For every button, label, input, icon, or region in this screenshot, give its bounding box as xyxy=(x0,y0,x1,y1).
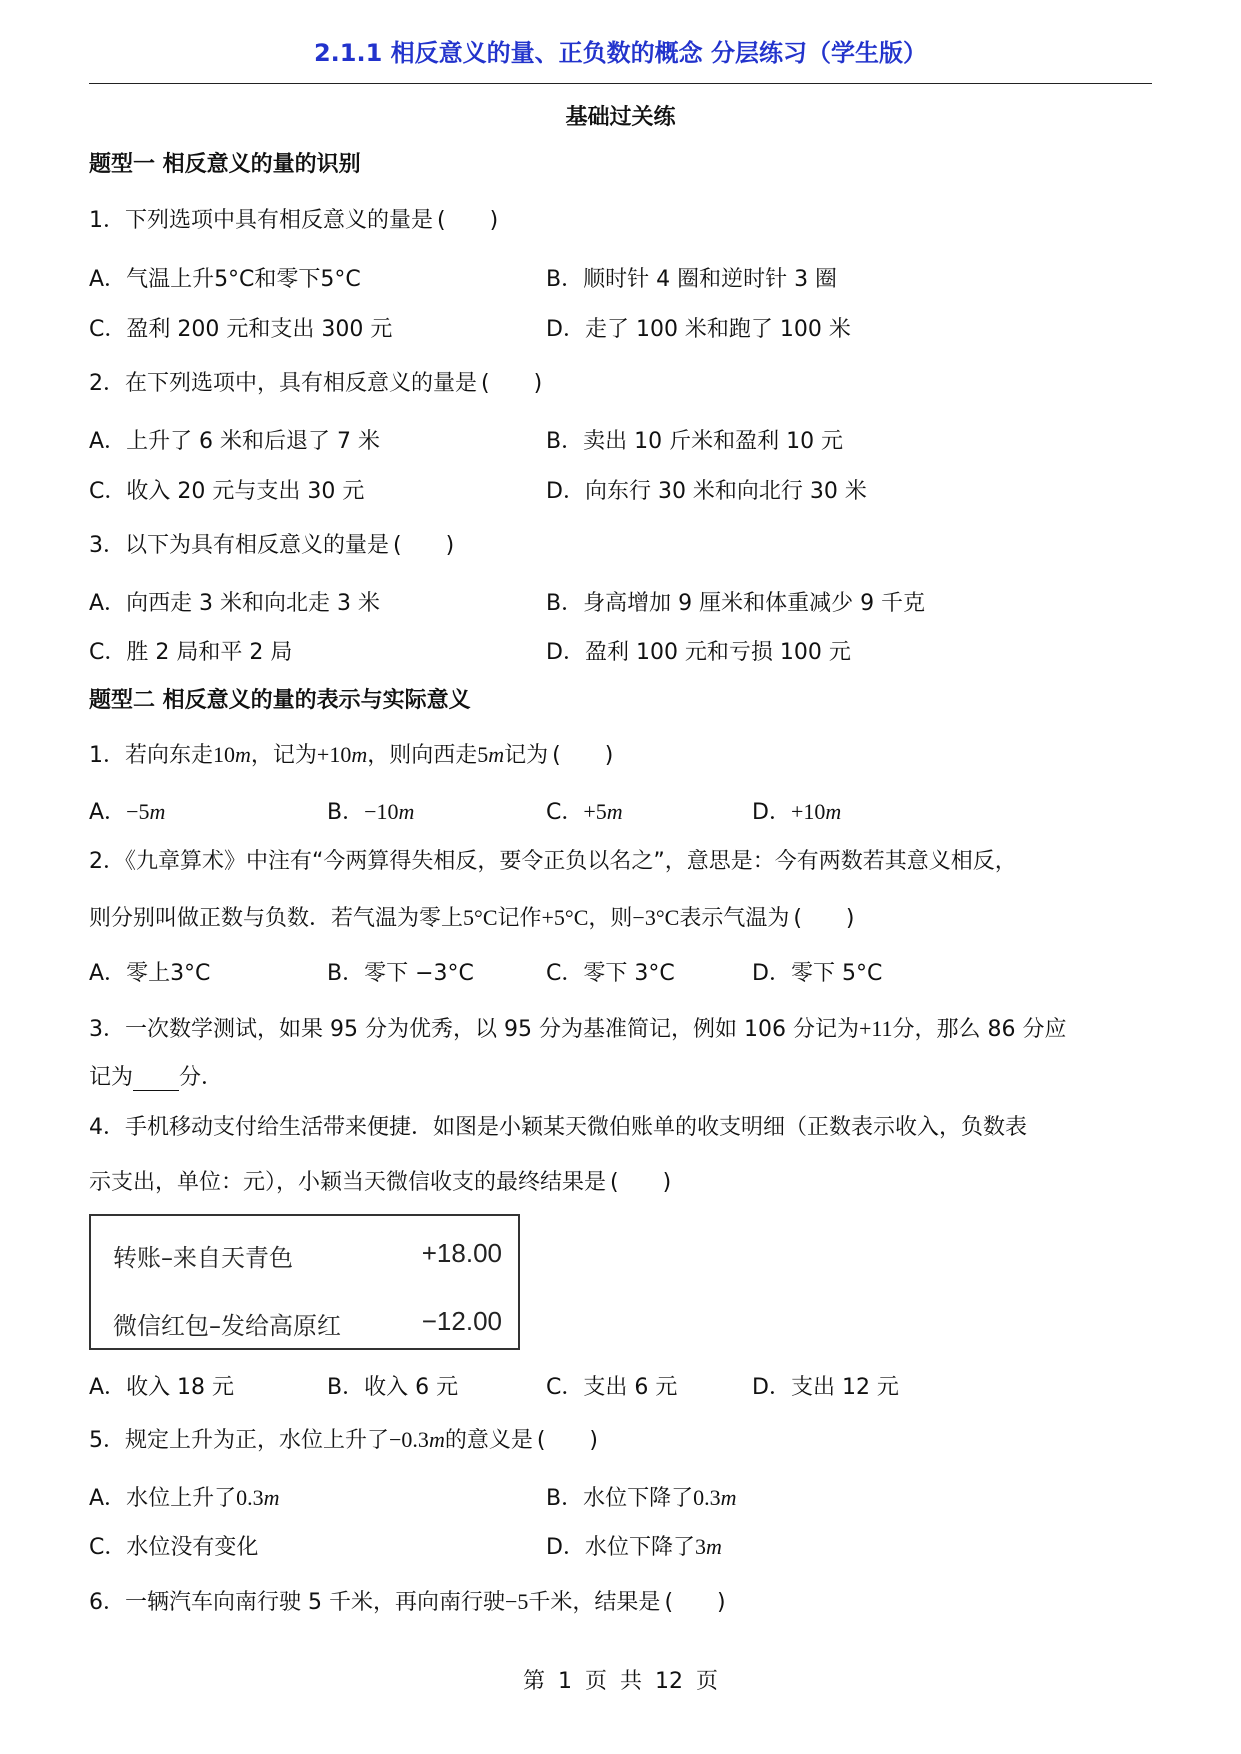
option-text: 胜 2 局和平 2 局 xyxy=(126,640,293,665)
option-text: 走了 100 米和跑了 100 米 xyxy=(584,317,851,342)
option-letter: B． xyxy=(546,267,584,292)
option-letter: D． xyxy=(752,961,791,986)
t2-q4-line2 xyxy=(89,1165,671,1196)
t2-q2-line1 xyxy=(89,844,1017,875)
math-value: −0.3 xyxy=(389,1427,429,1452)
t2-q5-answer-paren: ( ) xyxy=(536,1428,599,1453)
math-unit: m xyxy=(720,1485,737,1510)
math-value: +11 xyxy=(858,1016,893,1041)
t2-q2-line2 xyxy=(89,901,855,932)
math-plus10m xyxy=(317,742,367,767)
option-text: 支出 12 元 xyxy=(790,1375,899,1400)
t2-q3-line2 xyxy=(89,1060,223,1091)
t1-q3-text: 以下为具有相反意义的量是 xyxy=(125,533,390,558)
math-number: 3 xyxy=(694,1534,706,1559)
math-temp: −3°C xyxy=(632,905,680,930)
stem-text: ，记为 xyxy=(250,743,317,768)
stem-text: 表示气温为 xyxy=(679,906,790,931)
t1-q2-option-d xyxy=(546,474,867,505)
option-letter: D． xyxy=(546,317,585,342)
math-10m xyxy=(213,742,251,767)
math-value: +10 xyxy=(790,799,826,824)
math-value: −5 xyxy=(505,1589,529,1614)
header-rule xyxy=(89,83,1152,84)
option-text: 零下 3°C xyxy=(583,961,675,986)
t2-q2-option-d xyxy=(752,956,882,987)
t2-q2-option-a xyxy=(89,956,210,987)
t1-q2-option-a xyxy=(89,424,380,455)
t2-q6-number: 6． xyxy=(89,1590,125,1615)
t2-q4-option-a xyxy=(89,1370,234,1401)
option-letter: C． xyxy=(546,961,584,986)
t2-q6-stem xyxy=(89,1585,726,1616)
stem-text: ，则 xyxy=(588,906,633,931)
stem-text: 一次数学测试，如果 95 分为优秀，以 95 分为基准简记，例如 106 分记为 xyxy=(125,1017,859,1042)
t1-q3-option-c xyxy=(89,635,292,666)
stem-text: 规定上升为正，水位上升了 xyxy=(125,1428,390,1453)
math-unit: m xyxy=(606,799,623,824)
option-letter: D． xyxy=(546,640,585,665)
t2-q1-option-b xyxy=(327,795,414,826)
t1-q2-option-c xyxy=(89,474,364,505)
option-letter: D． xyxy=(546,1535,585,1560)
page-title: 2.1.1 相反意义的量、正负数的概念 分层练习（学生版） xyxy=(313,39,928,67)
math-value xyxy=(236,1485,279,1510)
t1-q1-option-b xyxy=(546,262,837,293)
t1-q3-answer-paren: ( ) xyxy=(393,533,455,558)
t2-q3-number: 3． xyxy=(89,1017,125,1042)
option-text: 气温上升5°C和零下5°C xyxy=(126,267,361,292)
answer-blank[interactable] xyxy=(133,1070,179,1091)
option-text xyxy=(791,799,841,824)
math-value: +10 xyxy=(316,742,352,767)
option-text: 顺时针 4 圈和逆时针 3 圈 xyxy=(583,267,838,292)
option-letter: A． xyxy=(89,591,127,616)
bill-label: 微信红包–发给高原红 xyxy=(113,1312,341,1340)
math-temp: 5°C xyxy=(463,905,498,930)
math-value: +5 xyxy=(583,799,607,824)
bill-label: 转账–来自天青色 xyxy=(113,1244,293,1272)
t2-q1-option-a xyxy=(89,795,165,826)
option-text: 零下 5°C xyxy=(790,961,883,986)
option-letter: A． xyxy=(89,961,127,986)
option-text: 身高增加 9 厘米和体重减少 9 千克 xyxy=(583,591,926,616)
t1-q1-number: 1． xyxy=(89,208,125,233)
t2-q1-number: 1． xyxy=(89,743,125,768)
option-text xyxy=(583,799,622,824)
stem-text: 分，那么 86 分应 xyxy=(892,1017,1067,1042)
bill-amount: +18.00 xyxy=(421,1238,502,1268)
option-text: 零下 −3°C xyxy=(364,961,474,986)
t1-q2-option-b xyxy=(546,424,843,455)
t2-q2-number: 2． xyxy=(89,849,125,874)
t2-q1-stem xyxy=(89,738,613,769)
option-letter: B． xyxy=(546,1486,584,1511)
t2-q1-option-d xyxy=(752,795,841,826)
t1-q3-option-d xyxy=(546,635,851,666)
t1-q1-option-d xyxy=(546,312,851,343)
t2-q6-answer-paren: ( ) xyxy=(664,1590,726,1615)
t2-q4-option-c xyxy=(546,1370,677,1401)
stem-text: 记为 xyxy=(89,1065,134,1090)
option-letter: B． xyxy=(327,961,365,986)
math-unit: m xyxy=(351,742,368,767)
page-footer: 第 1 页 共 12 页 xyxy=(523,1669,718,1694)
math-unit: m xyxy=(235,742,251,767)
option-letter: B． xyxy=(546,591,584,616)
option-letter: D． xyxy=(546,479,585,504)
t2-q4-option-d xyxy=(752,1370,899,1401)
math-value: −10 xyxy=(364,799,399,824)
stem-text: 一辆汽车向南行驶 5 千米，再向南行驶 xyxy=(125,1590,505,1615)
stem-text: 千米，结果是 xyxy=(528,1590,661,1615)
option-letter: D． xyxy=(752,800,791,825)
option-text: 水位下降了 xyxy=(583,1486,694,1511)
option-letter: C． xyxy=(546,800,584,825)
t2-q3-line1 xyxy=(89,1012,1067,1043)
t1-q2-answer-paren: ( ) xyxy=(481,371,543,396)
option-text: 上升了 6 米和后退了 7 米 xyxy=(126,429,381,454)
option-text: 盈利 100 元和亏损 100 元 xyxy=(584,640,851,665)
t2-q5-stem xyxy=(89,1423,598,1454)
t1-q2-text: 在下列选项中，具有相反意义的量是 xyxy=(125,371,478,396)
t1-q2-number: 2． xyxy=(89,371,125,396)
option-letter: B． xyxy=(327,800,365,825)
option-letter: A． xyxy=(89,800,127,825)
math-unit: m xyxy=(263,1485,280,1510)
t1-q1-answer-paren: ( ) xyxy=(437,208,499,233)
math-unit: m xyxy=(488,742,505,767)
math-value: 10 xyxy=(213,742,236,767)
option-letter: C． xyxy=(89,640,127,665)
stem-text: 记为 xyxy=(504,743,549,768)
t1-q1-option-c xyxy=(89,312,392,343)
option-letter: C． xyxy=(89,317,127,342)
math-unit: m xyxy=(825,799,842,824)
option-text: 收入 18 元 xyxy=(126,1375,235,1400)
option-letter: A． xyxy=(89,267,127,292)
t2-q5-option-d xyxy=(546,1530,722,1561)
option-text xyxy=(364,799,414,824)
math-value xyxy=(693,1485,736,1510)
math-value xyxy=(695,1534,722,1559)
t2-q5-number: 5． xyxy=(89,1428,125,1453)
t2-q2-answer-paren: ( ) xyxy=(793,906,855,931)
stem-text: 分． xyxy=(179,1065,224,1090)
math-temp: +5°C xyxy=(541,905,589,930)
option-text: 收入 6 元 xyxy=(364,1375,459,1400)
stem-text: ，则向西走 xyxy=(367,743,478,768)
t2-q2-option-c xyxy=(546,956,675,987)
t1-q1-stem xyxy=(89,203,498,234)
math-unit: m xyxy=(398,799,415,824)
option-letter: A． xyxy=(89,1375,127,1400)
stem-text: 示支出，单位：元），小颖当天微信收支的最终结果是 xyxy=(89,1170,607,1195)
option-text: 收入 20 元与支出 30 元 xyxy=(126,479,365,504)
option-letter: A． xyxy=(89,1486,127,1511)
t1-q3-option-b xyxy=(546,586,925,617)
t2-q1-option-c xyxy=(546,795,623,826)
math-value: 5 xyxy=(477,742,489,767)
stem-text: 记作 xyxy=(497,906,542,931)
wechat-bill-figure xyxy=(89,1214,520,1350)
t2-q2-option-b xyxy=(327,956,474,987)
option-text: 水位没有变化 xyxy=(126,1535,259,1560)
math-unit: m xyxy=(428,1427,445,1452)
math-value: −5 xyxy=(126,799,150,824)
math-number: 0.3 xyxy=(236,1485,264,1510)
stem-text: 《九章算术》中注有“今两算得失相反，要令正负以名之”，意思是：今有两数若其意义相反， xyxy=(125,849,1017,874)
math-5m xyxy=(477,742,504,767)
option-letter: C． xyxy=(546,1375,584,1400)
t1-q3-number: 3． xyxy=(89,533,125,558)
option-letter: C． xyxy=(89,1535,127,1560)
stem-text: 的意义是 xyxy=(444,1428,533,1453)
option-text: 盈利 200 元和支出 300 元 xyxy=(126,317,393,342)
bill-amount: −12.00 xyxy=(421,1306,502,1336)
t2-q4-option-b xyxy=(327,1370,458,1401)
option-text: 向东行 30 米和向北行 30 米 xyxy=(584,479,867,504)
math-minus03m xyxy=(389,1427,445,1452)
t2-q4-number: 4． xyxy=(89,1115,125,1140)
bill-row xyxy=(113,1238,502,1273)
t2-q4-line1 xyxy=(89,1110,1027,1141)
t1-q2-stem xyxy=(89,366,542,397)
stem-text: 则分别叫做正数与负数．若气温为零上 xyxy=(89,906,464,931)
t1-q1-text: 下列选项中具有相反意义的量是 xyxy=(125,208,434,233)
t1-q3-stem xyxy=(89,528,454,559)
option-text: 支出 6 元 xyxy=(583,1375,678,1400)
t2-q5-option-c xyxy=(89,1530,258,1561)
option-letter: B． xyxy=(546,429,584,454)
option-text xyxy=(126,799,165,824)
type2-heading: 题型二 相反意义的量的表示与实际意义 xyxy=(89,688,471,713)
type1-heading: 题型一 相反意义的量的识别 xyxy=(89,152,361,177)
math-unit: m xyxy=(149,799,166,824)
option-text: 卖出 10 斤米和盈利 10 元 xyxy=(583,429,844,454)
t1-q3-option-a xyxy=(89,586,380,617)
section-heading: 基础过关练 xyxy=(565,105,676,130)
t2-q1-answer-paren: ( ) xyxy=(552,743,614,768)
stem-text: 若向东走 xyxy=(125,743,214,768)
t2-q4-answer-paren: ( ) xyxy=(610,1170,672,1195)
t1-q1-option-a xyxy=(89,262,361,293)
t2-q5-option-b xyxy=(546,1481,737,1512)
option-letter: D． xyxy=(752,1375,791,1400)
bill-row xyxy=(113,1306,502,1341)
option-text: 零上3°C xyxy=(126,961,211,986)
math-unit: m xyxy=(705,1534,722,1559)
option-text: 向西走 3 米和向北走 3 米 xyxy=(126,591,381,616)
option-letter: C． xyxy=(89,479,127,504)
stem-text: 手机移动支付给生活带来便捷．如图是小颖某天微伯账单的收支明细（正数表示收入，负数表 xyxy=(125,1115,1028,1140)
t2-q5-option-a xyxy=(89,1481,279,1512)
option-letter: B． xyxy=(327,1375,365,1400)
option-text: 水位下降了 xyxy=(584,1535,695,1560)
math-number: 0.3 xyxy=(693,1485,721,1510)
option-text: 水位上升了 xyxy=(126,1486,237,1511)
option-letter: A． xyxy=(89,429,127,454)
